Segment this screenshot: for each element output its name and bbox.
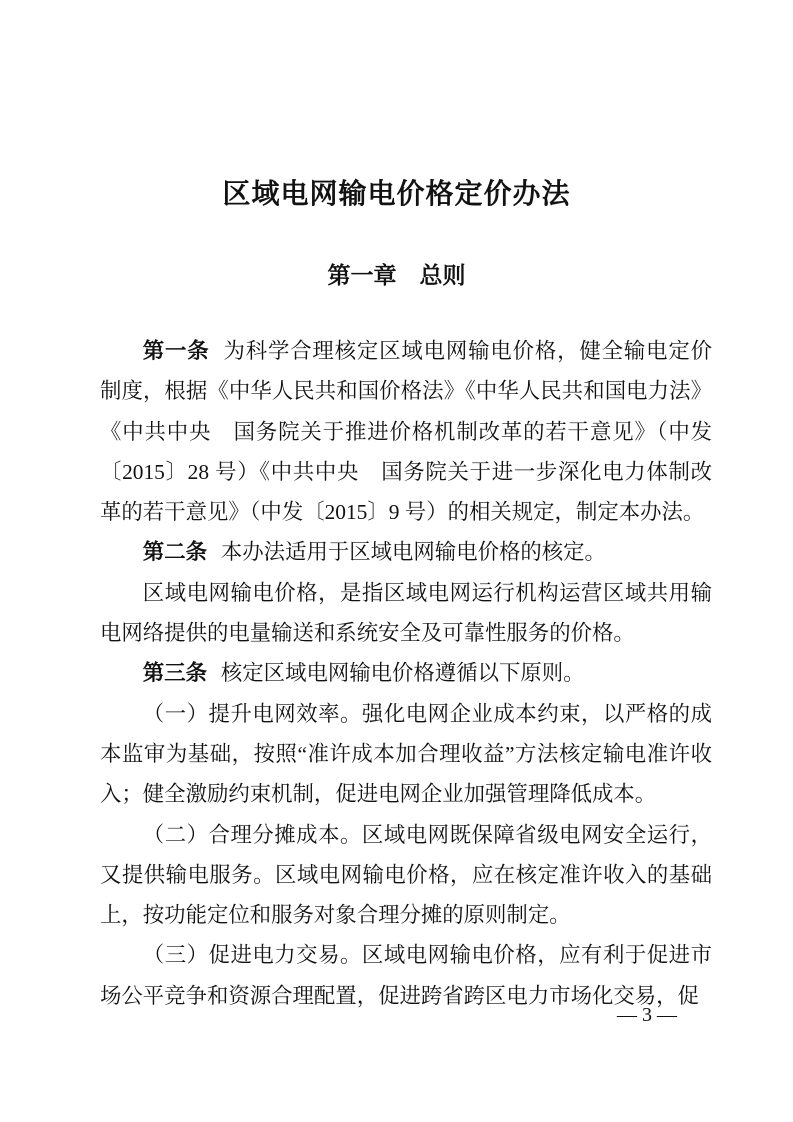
- article-paragraph: [100, 331, 712, 532]
- article-paragraph: [100, 573, 712, 654]
- article-paragraph: [100, 653, 712, 693]
- document-title: 区域电网输电价格定价办法: [222, 179, 571, 210]
- paragraph-text: （三）促进电力交易。区域电网输电价格，应有利于促进市场公平竞争和资源合理配置，促进跨省跨区电力市场化交易，促: [100, 943, 712, 1008]
- article-number: 第三条: [142, 661, 207, 686]
- article-paragraph: [100, 694, 712, 815]
- article-paragraph: [100, 815, 712, 936]
- article-paragraph: [100, 532, 712, 572]
- article-number: 第一条: [142, 339, 210, 363]
- page-number: — 3 —: [617, 1004, 677, 1026]
- chapter-heading: 第一章 总则: [327, 262, 466, 288]
- paragraph-text: 本办法适用于区域电网输电价格的核定。: [220, 540, 606, 565]
- paragraph-text: 为科学合理核定区域电网输电价格，健全输电定价制度，根据《中华人民共和国价格法》《中华人民共和国电力法》《中共中央 国务院关于推进价格机制改革的若干意见》（中发〔2015〕28 号）《中共中央 国务院关于进一步深化电力体制改革的若干意见》（中发〔2015〕9 号）的相关规定，制定本办法。: [100, 339, 712, 525]
- paragraph-text: 区域电网输电价格，是指区域电网运行机构运营区域共用输电网络提供的电量输送和系统安全及可靠性服务的价格。: [100, 580, 712, 646]
- paragraph-text: （一）提升电网效率。强化电网企业成本约束，以严格的成本监审为基础，按照“准许成本加合理收益”方法核定输电准许收入；健全激励约束机制，促进电网企业加强管理降低成本。: [100, 701, 712, 807]
- article-number: 第二条: [142, 540, 207, 565]
- document-body: [100, 331, 712, 1016]
- paragraph-text: 核定区域电网输电价格遵循以下原则。: [220, 661, 585, 686]
- paragraph-text: （二）合理分摊成本。区域电网既保障省级电网安全运行，又提供输电服务。区域电网输电价格，应在核定准许收入的基础上，按功能定位和服务对象合理分摊的原则制定。: [100, 822, 712, 928]
